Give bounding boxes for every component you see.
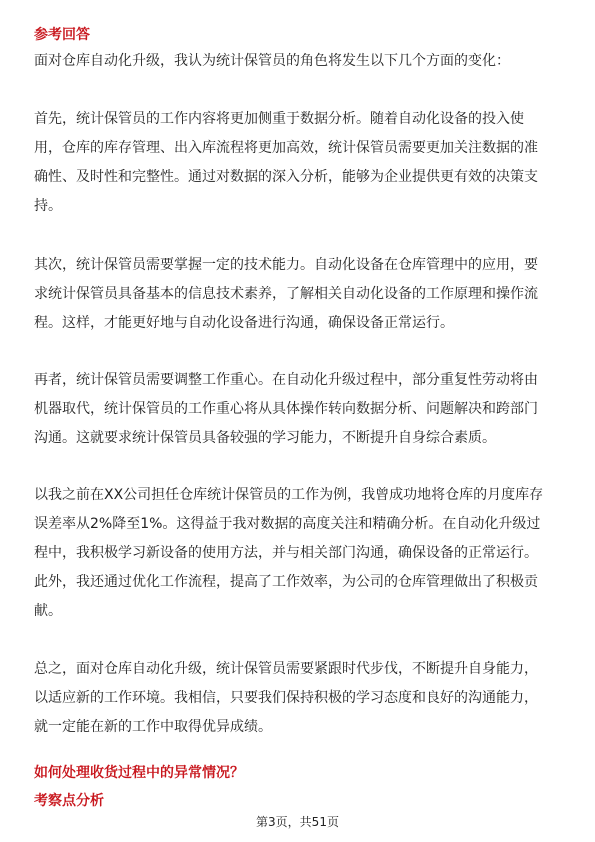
paragraph-line: 误差率从2%降至1%。这得益于我对数据的高度关注和精确分析。在自动化升级过 (34, 516, 541, 532)
intro-paragraph (34, 47, 564, 76)
page-footer: 第3页，共51页 (256, 815, 339, 829)
paragraph-line: 此外，我还通过优化工作流程，提高了工作效率，为公司的仓库管理做出了积极贡 (34, 574, 538, 590)
intro-line: 面对仓库自动化升级，我认为统计保管员的角色将发生以下几个方面的变化： (34, 53, 510, 69)
paragraph-line: 沟通。这就要求统计保管员具备较强的学习能力，不断提升自身综合素质。 (34, 430, 496, 446)
paragraph-line: 持。 (34, 198, 62, 214)
paragraph-line: 再者，统计保管员需要调整工作重心。在自动化升级过程中，部分重复性劳动将由 (34, 372, 538, 388)
paragraph-second (34, 251, 564, 338)
paragraph-conclusion (34, 655, 564, 742)
paragraph-line: 程中，我积极学习新设备的使用方法，并与相关部门沟通，确保设备的正常运行。 (34, 545, 538, 561)
paragraph-line: 确性、及时性和完整性。通过对数据的深入分析，能够为企业提供更有效的决策支 (34, 169, 538, 185)
paragraph-line: 程。这样，才能更好地与自动化设备进行沟通，确保设备正常运行。 (34, 315, 454, 331)
paragraph-third (34, 366, 564, 453)
paragraph-line: 总之，面对仓库自动化升级，统计保管员需要紧跟时代步伐，不断提升自身能力， (34, 661, 538, 677)
paragraph-line: 求统计保管员具备基本的信息技术素养，了解相关自动化设备的工作原理和操作流 (34, 286, 538, 302)
paragraph-line: 首先，统计保管员的工作内容将更加侧重于数据分析。随着自动化设备的投入使 (34, 111, 524, 127)
paragraph-first (34, 105, 564, 221)
paragraph-line: 其次，统计保管员需要掌握一定的技术能力。自动化设备在仓库管理中的应用，要 (34, 257, 538, 273)
paragraph-line: 以我之前在XX公司担任仓库统计保管员的工作为例，我曾成功地将仓库的月度库存 (34, 487, 544, 503)
paragraph-line: 以适应新的工作环境。我相信，只要我们保持积极的学习态度和良好的沟通能力， (34, 690, 538, 706)
paragraph-line: 献。 (34, 603, 62, 619)
paragraph-line: 机器取代，统计保管员的工作重心将从具体操作转向数据分析、问题解决和跨部门 (34, 401, 538, 417)
paragraph-line: 就一定能在新的工作中取得优异成绩。 (34, 719, 272, 735)
paragraph-line: 用，仓库的库存管理、出入库流程将更加高效，统计保管员需要更加关注数据的准 (34, 140, 538, 156)
analysis-heading: 考察点分析 (34, 793, 104, 809)
reference-answer-heading: 参考回答 (34, 27, 90, 43)
question-heading: 如何处理收货过程中的异常情况？ (34, 765, 244, 781)
paragraph-fourth (34, 481, 564, 626)
